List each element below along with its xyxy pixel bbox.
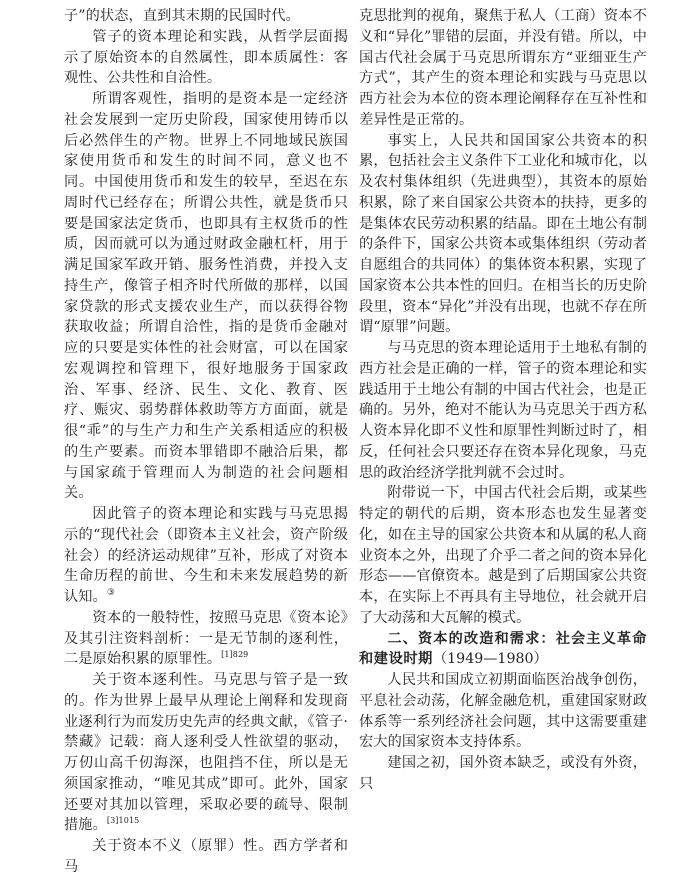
paragraph (64, 504, 348, 608)
paragraph: 所谓客观性，指明的是资本是一定经济社会发展到一定历史阶段，国家使用铸币以后必然伴生的产物。世界上不同地域民族国家使用货币和发生的时间不同，意义也不同。中国使用货币和发生的较早，至迟在东周时代已经存在；所谓公共性，就是货币只要是国家法定货币，也即具有主权货币的性质，因而就可以为通过财政金融杠杆，用于满足国家军政开销、服务性消费，并投入支持生产，像管子相齐时代所做的那样，以国家贷款的形式支援农业生产，而以获得谷物获取收益；所谓自洽性，指的是货币金融对应的只要是实体性的社会财富，可以在国家宏观调控和管理下，很好地服务于国家政治、军事、经济、民生、文化、教育、医疗、赈灾、弱势群体救助等方方面面，就是很“乖”的与生产力和生产关系相适应的积极的生产要素。而资本罪错即不融洽后果，都与国家疏于管理而人为制造的社会问题相关。 (64, 91, 348, 502)
paragraph: 建国之初，国外资本缺乏，或没有外资，只 (359, 755, 647, 792)
left-column (64, 6, 348, 878)
right-column (359, 6, 647, 795)
paragraph (64, 608, 348, 670)
section-heading-years: （1949—1980） (432, 651, 548, 668)
paragraph-text: 因此管子的资本理论和实践与马克思揭示的“现代社会（即资本主义社会，资产阶级社会）的经济运动规律”互补，形成了对资本生命历程的前世、今生和未来发展趋势的新认知。 (64, 506, 348, 605)
paragraph-text: 资本的一般特性，按照马克思《资本论》及其引注资料剖析：一是无节制的逐利性，二是原始积累的原罪性。 (64, 609, 348, 668)
paragraph (64, 670, 348, 836)
paragraph: 关于资本不义（原罪）性。西方学者和马 (64, 838, 348, 875)
citation-marker[interactable]: [1]829 (221, 650, 249, 660)
paragraph-text: 关于资本逐利性。马克思与管子是一致的。作为世界上最早从理论上阐释和发现商业逐利行为而发历史先声的经典文献，《管子·禁藏》记载：商人逐利受人性欲望的驱动，万仞山高千仞海深，也阻挡不住，所以是无须国家推动，“唯见其成”即可。此外，国家还要对其加以管理，采取必要的疏导、限制措施。 (64, 672, 348, 834)
paragraph: 管子的资本理论和实践，从哲学层面揭示了原始资本的自然属性，即本质属性：客观性、公共性和自洽性。 (64, 28, 348, 87)
section-heading-title: 二、资本的改造和需求：社会主义革命和建设时期 (359, 630, 647, 668)
section-heading (359, 629, 647, 671)
paragraph: 子”的状态，直到其末期的民国时代。 (64, 8, 300, 24)
citation-marker[interactable]: [3]1015 (106, 816, 140, 826)
footnote-marker[interactable]: ③ (106, 588, 116, 598)
paragraph: 附带说一下，中国古代社会后期，或某些特定的朝代的后期，资本形态也发生显著变化，如在主导的国家公共资本和从属的私人商业资本之外，出现了介乎二者之间的资本异化形态——官僚资本。越是到了后期国家公共资本，在实际上不再具有主导地位，社会就开启了大动荡和大瓦解的模式。 (359, 485, 647, 626)
paragraph: 事实上，人民共和国国家公共资本的积累，包括社会主义条件下工业化和城市化，以及农村集体组织（先进典型），其资本的原始积累，除了来自国家公共资本的扶持，更多的是集体农民劳动积累的结晶。即在土地公有制的条件下，国家公共资本或集体组织（劳动者自愿组合的共同体）的集体资本积累，实现了国家资本公共本性的回归。在相当长的历史阶段里，资本“异化”并没有出现，也就不存在所谓“原罪”问题。 (359, 132, 647, 336)
paragraph: 克思批判的视角，聚焦于私人（工商）资本不义和“异化”罪错的层面，并没有错。所以，中国古代社会属于马克思所谓东方“亚细亚生产方式”，其产生的资本理论和实践与马克思以西方社会为本位的资本理论阐释存在互补性和差异性是正常的。 (359, 8, 647, 128)
paragraph: 与马克思的资本理论适用于土地私有制的西方社会是正确的一样，管子的资本理论和实践适用于土地公有制的中国古代社会，也是正确的。另外，绝对不能认为马克思关于西方私人资本异化即不义性和原罪性判断过时了，相反，任何社会只要还存在资本异化现象，马克思的政治经济学批判就不会过时。 (359, 340, 647, 481)
paragraph: 人民共和国成立初期面临医治战争创伤，平息社会动荡，化解金融危机，重建国家财政体系等一系列经济社会问题，其中这需要重建宏大的国家资本支持体系。 (359, 672, 647, 751)
